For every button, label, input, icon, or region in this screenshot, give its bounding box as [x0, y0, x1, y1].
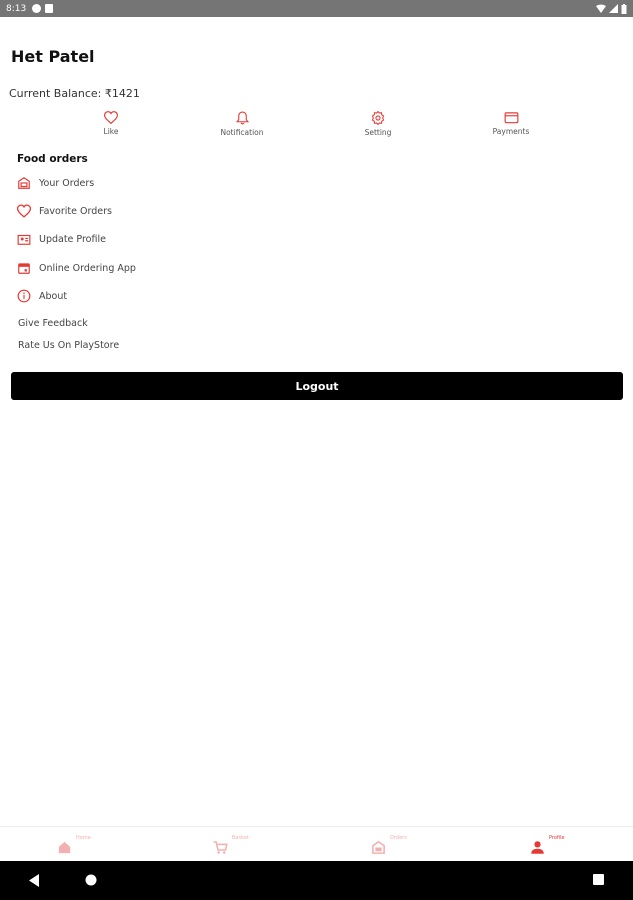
- nav-home[interactable]: [57, 835, 91, 855]
- menu-label-update-profile: Update Profile: [39, 233, 106, 245]
- nav-home-label: Home: [76, 835, 91, 841]
- calendar-icon: [17, 261, 31, 275]
- status-time: 8:13: [6, 3, 27, 14]
- user-name: Het Patel: [11, 47, 95, 66]
- status-bar: [0, 0, 633, 17]
- menu-item-update-profile[interactable]: [17, 230, 106, 248]
- notification-action[interactable]: [202, 111, 282, 137]
- info-icon: [17, 289, 31, 303]
- rate-us-link[interactable]: Rate Us On PlayStore: [18, 340, 120, 351]
- heart-icon: [104, 111, 118, 124]
- setting-action[interactable]: [338, 111, 418, 137]
- app-notification-icon: [32, 4, 41, 13]
- nav-profile-label: Profile: [549, 835, 565, 841]
- menu-label-about: About: [39, 290, 68, 302]
- heart-icon: [17, 204, 31, 218]
- nav-orders[interactable]: [371, 835, 407, 855]
- cart-icon: [213, 840, 228, 855]
- quick-actions: [0, 111, 633, 143]
- battery-icon: [621, 4, 627, 14]
- recents-icon[interactable]: [593, 874, 604, 885]
- bell-icon: [236, 111, 249, 125]
- bottom-nav: [0, 826, 633, 861]
- menu-label-favorite-orders: Favorite Orders: [39, 205, 112, 217]
- current-balance: Current Balance: ₹1421: [9, 87, 140, 100]
- menu-item-about[interactable]: [17, 287, 67, 305]
- nav-profile[interactable]: [530, 835, 565, 855]
- wifi-icon: [596, 4, 606, 13]
- orders-icon: [17, 176, 31, 190]
- nav-basket[interactable]: [213, 835, 249, 855]
- notification-label: Notification: [220, 128, 264, 137]
- setting-label: Setting: [364, 128, 392, 137]
- profile-card-icon: [17, 232, 31, 246]
- payments-label: Payments: [492, 127, 530, 136]
- system-nav-bar: [0, 861, 633, 900]
- menu-item-your-orders[interactable]: [17, 174, 94, 192]
- give-feedback-link[interactable]: Give Feedback: [18, 318, 88, 329]
- like-action[interactable]: [71, 111, 151, 136]
- like-label: Like: [103, 127, 119, 136]
- menu-label-online-ordering-app: Online Ordering App: [39, 262, 136, 274]
- logout-button[interactable]: Logout: [11, 372, 623, 400]
- food-orders-title: Food orders: [17, 153, 88, 165]
- person-icon: [530, 840, 545, 855]
- home-icon: [57, 840, 72, 855]
- settings-icon: [371, 111, 385, 125]
- payments-action[interactable]: [471, 111, 551, 136]
- nav-orders-label: Orders: [390, 835, 407, 841]
- back-icon[interactable]: [29, 874, 40, 887]
- signal-icon: [609, 4, 618, 13]
- wallet-icon: [504, 111, 519, 124]
- menu-item-online-ordering-app[interactable]: [17, 259, 136, 277]
- menu-item-favorite-orders[interactable]: [17, 202, 112, 220]
- menu-label-your-orders: Your Orders: [39, 177, 95, 189]
- orders-icon: [371, 840, 386, 855]
- sim-card-icon: [45, 4, 53, 13]
- nav-basket-label: Basket: [232, 835, 249, 841]
- home-circle-icon[interactable]: [85, 874, 97, 886]
